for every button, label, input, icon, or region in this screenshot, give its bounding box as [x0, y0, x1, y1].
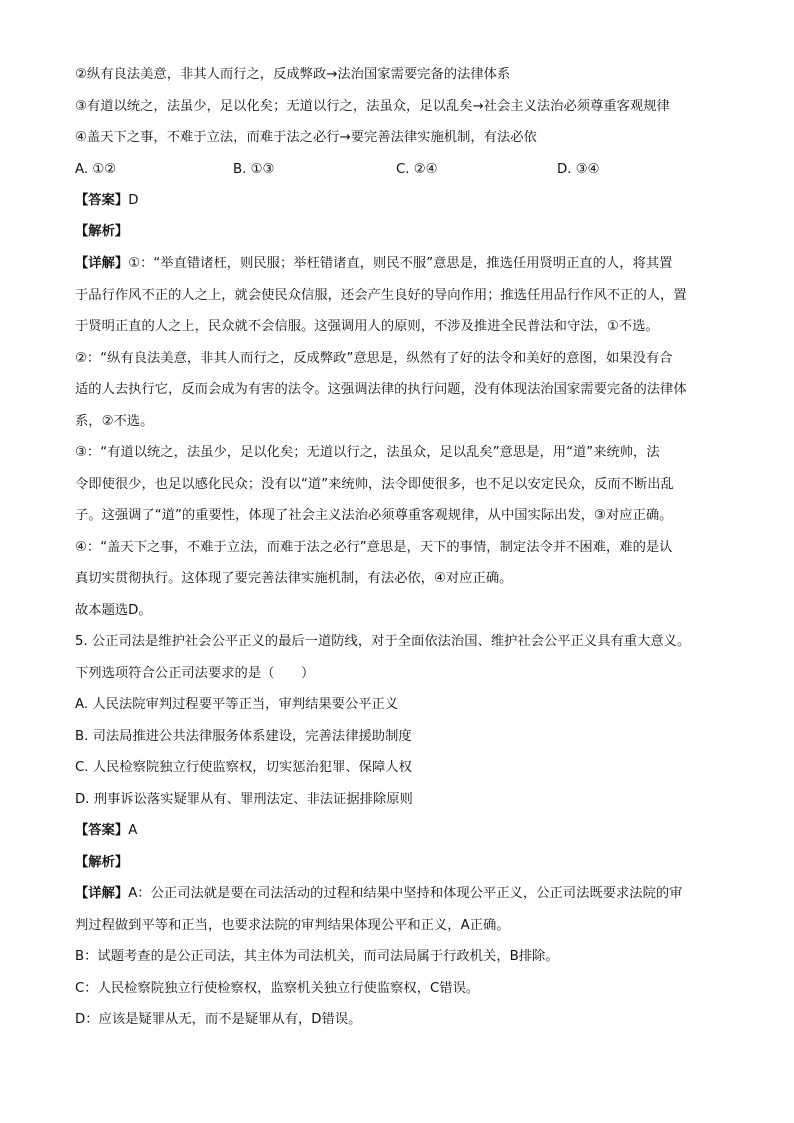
answer-value: D [128, 193, 139, 208]
answer-tag: 【答案】 [75, 823, 129, 838]
q4-analysis-tag: 【解析】 [75, 224, 129, 239]
statement-2: ②纵有良法美意，非其人而行之，反成弊政→法治国家需要完备的法律体系 [75, 67, 511, 82]
q5-detail-line: B：试题考查的是公正司法，其主体为司法机关，而司法局属于行政机关，B排除。 [75, 949, 559, 964]
q4-option-c: C. ②④ [396, 162, 438, 177]
q4-detail-line: ②：“纵有良法美意，非其人而行之，反成弊政”意思是，纵然有了好的法令和美好的意图，如果没有合 [75, 351, 673, 366]
q5-detail-line: 判过程做到平等和正当，也要求法院的审判结果体现公平和正义，A正确。 [75, 918, 510, 933]
detail-tag: 【详解】 [75, 886, 129, 901]
answer-value: A [128, 823, 138, 838]
statement-3: ③有道以统之，法虽少，足以化矣；无道以行之，法虽众，足以乱矣→社会主义法治必须尊重客观规律 [75, 99, 670, 114]
q4-detail-line: 于品行作风不正的人之上，就会使民众信服，还会产生良好的导向作用；推选任用品行作风不正的人，置 [75, 288, 687, 303]
detail-tag: 【详解】 [75, 256, 129, 271]
statement-4: ④盖天下之事，不难于立法，而难于法之必行→要完善法律实施机制，有法必依 [75, 130, 537, 145]
q4-detail-line: 适的人去执行它，反而会成为有害的法令。这强调法律的执行问题，没有体现法治国家需要完备的法律体 [75, 382, 687, 397]
detail-text: ①：“举直错诸枉，则民服；举枉错诸直，则民不服”意思是，推选任用贤明正直的人，将其置 [128, 256, 673, 271]
q4-detail-line [75, 254, 672, 274]
answer-tag: 【答案】 [75, 193, 129, 208]
q5-option-b: B. 司法局推进公共法律服务体系建设，完善法律援助制度 [75, 729, 412, 744]
q4-conclusion: 故本题选D。 [75, 603, 152, 618]
q5-option-c: C. 人民检察院独立行使监察权，切实惩治犯罪、保障人权 [75, 760, 412, 775]
q5-analysis-tag: 【解析】 [75, 855, 129, 870]
q4-detail-line: ④：“盖天下之事，不难于立法，而难于法之必行”意思是，天下的事情，制定法令并不困难，难的是认 [75, 540, 673, 555]
q4-detail-line: 令即使很少，也足以感化民众；没有以“道”来统帅，法令即使很多，也不足以安定民众，反而不断出乱 [75, 477, 674, 492]
q4-option-a: A. ①② [75, 162, 117, 177]
q4-answer [75, 191, 138, 211]
q5-stem: 5. 公正司法是维护社会公平正义的最后一道防线，对于全面依法治国、维护社会公平正义具有重大意义。 [75, 634, 691, 649]
detail-text: A：公正司法就是要在司法活动的过程和结果中坚持和体现公平正义，公正司法既要求法院的审 [128, 886, 683, 901]
q4-option-b: B. ①③ [233, 162, 275, 177]
q4-detail-line: 系，②不选。 [75, 414, 154, 429]
q5-detail-line: C：人民检察院独立行使检察权，监察机关独立行使监察权，C错误。 [75, 981, 480, 996]
q4-option-d: D. ③④ [557, 162, 600, 177]
q4-detail-line: 于贤明正直的人之上，民众就不会信服。这强调用人的原则，不涉及推进全民普法和守法，①不选。 [75, 319, 659, 334]
q5-answer [75, 821, 137, 841]
q5-detail-line: D：应该是疑罪从无，而不是疑罪从有，D错误。 [75, 1012, 362, 1027]
q4-options [0, 160, 794, 180]
q5-stem: 下列选项符合公正司法要求的是（ ） [75, 666, 315, 681]
q5-option-d: D. 刑事诉讼落实疑罪从有、罪刑法定、非法证据排除原则 [75, 792, 413, 807]
q5-detail-line [75, 884, 682, 904]
q4-detail-line: 子。这强调了“道”的重要性，体现了社会主义法治必须尊重客观规律，从中国实际出发，③对应正确。 [75, 508, 673, 523]
q5-option-a: A. 人民法院审判过程要平等正当，审判结果要公平正义 [75, 697, 399, 712]
q4-detail-line: ③：“有道以统之，法虽少，足以化矣；无道以行之，法虽众，足以乱矣”意思是，用“道”来统帅，法 [75, 445, 660, 460]
q4-detail-line: 真切实贯彻执行。这体现了要完善法律实施机制，有法必依，④对应正确。 [75, 571, 513, 586]
